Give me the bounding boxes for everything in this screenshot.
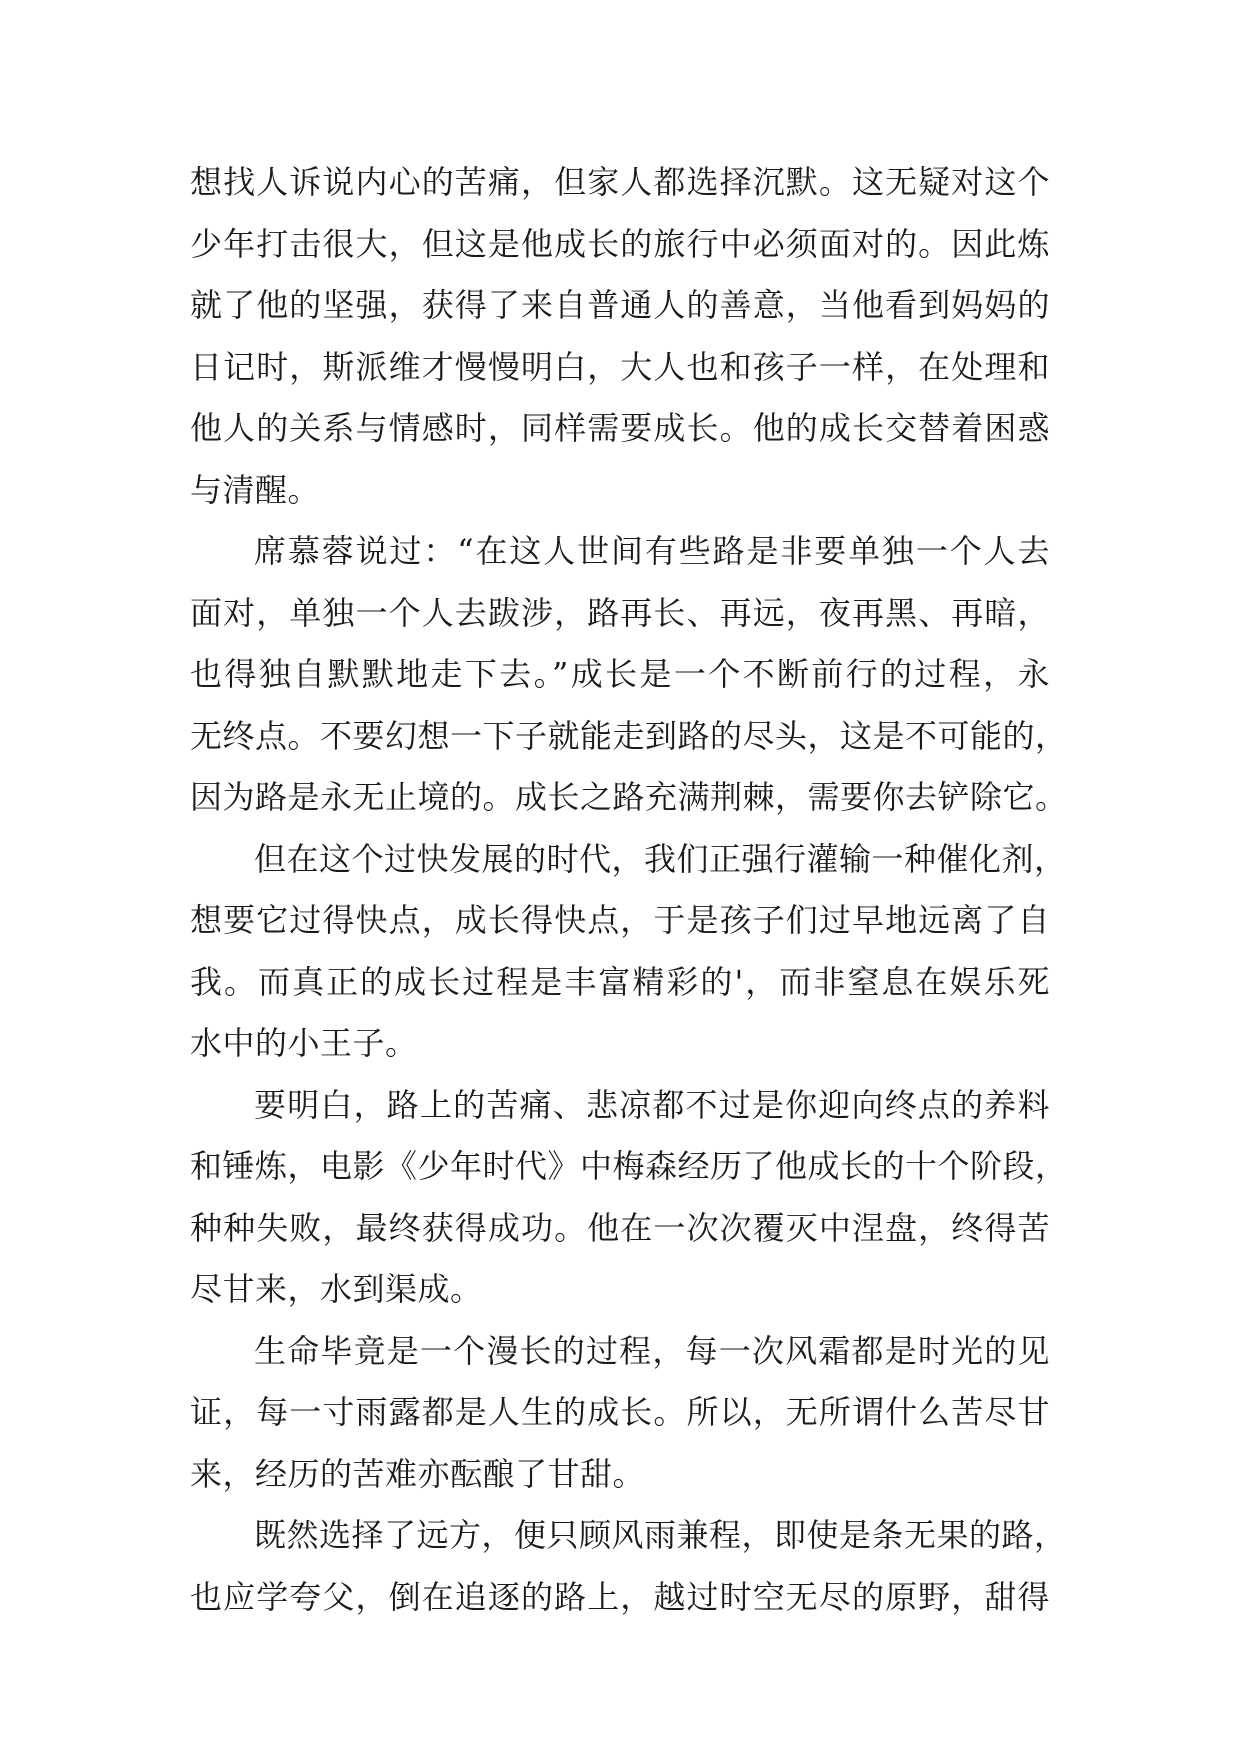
text-line: 要明白，路上的苦痛、悲凉都不过是你迎向终点的养料 [254, 1085, 1050, 1124]
text-line: 因为路是永无止境的。成长之路充满荆棘，需要你去铲除它。 [190, 778, 1068, 816]
text-line: 少年打击很大，但这是他成长的旅行中必须面对的。因此炼 [190, 224, 1050, 263]
text-line: 面对，单独一个人去跋涉，路再长、再远，夜再黑、再暗， [190, 593, 1050, 632]
text-line: 也得独自默默地走下去。”成长是一个不断前行的过程，永 [190, 655, 1050, 693]
text-line: 种种失败，最终获得成功。他在一次次覆灭中涅盘，终得苦 [190, 1208, 1050, 1247]
text-line: 我。而真正的成长过程是丰富精彩的'，而非窒息在娱乐死 [190, 962, 1050, 1001]
text-line: 就了他的坚强，获得了来自普通人的善意，当他看到妈妈的 [190, 286, 1050, 324]
text-line: 生命毕竟是一个漫长的过程，每一次风霜都是时光的见 [254, 1331, 1050, 1370]
text-line: 来，经历的苦难亦酝酿了甘甜。 [190, 1454, 646, 1493]
text-line: 想要它过得快点，成长得快点，于是孩子们过早地远离了自 [190, 901, 1050, 939]
text-line: 席慕蓉说过：“在这人世间有些路是非要单独一个人去 [254, 532, 1050, 570]
text-line: 和锤炼，电影《少年时代》中梅森经历了他成长的十个阶段， [190, 1147, 1068, 1185]
text-line: 证，每一寸雨露都是人生的成长。所以，无所谓什么苦尽甘 [190, 1393, 1050, 1431]
text-line: 想找人诉说内心的苦痛，但家人都选择沉默。这无疑对这个 [190, 163, 1050, 201]
text-line: 既然选择了远方，便只顾风雨兼程，即使是条无果的路， [254, 1516, 1067, 1554]
text-line: 与清醒。 [190, 470, 321, 509]
text-line: 他人的关系与情感时，同样需要成长。他的成长交替着困惑 [190, 409, 1050, 447]
text-line: 无终点。不要幻想一下子就能走到路的尽头，这是不可能的， [190, 716, 1068, 755]
text-line: 日记时，斯派维才慢慢明白，大人也和孩子一样，在处理和 [190, 347, 1050, 386]
text-line: 尽甘来，水到渠成。 [190, 1270, 483, 1308]
text-line: 但在这个过快发展的时代，我们正强行灌输一种催化剂， [254, 839, 1067, 878]
text-line: 水中的小王子。 [190, 1024, 418, 1062]
text-line: 也应学夸父，倒在追逐的路上，越过时空无尽的原野，甜得 [190, 1577, 1050, 1616]
body-text [190, 152, 1068, 1628]
